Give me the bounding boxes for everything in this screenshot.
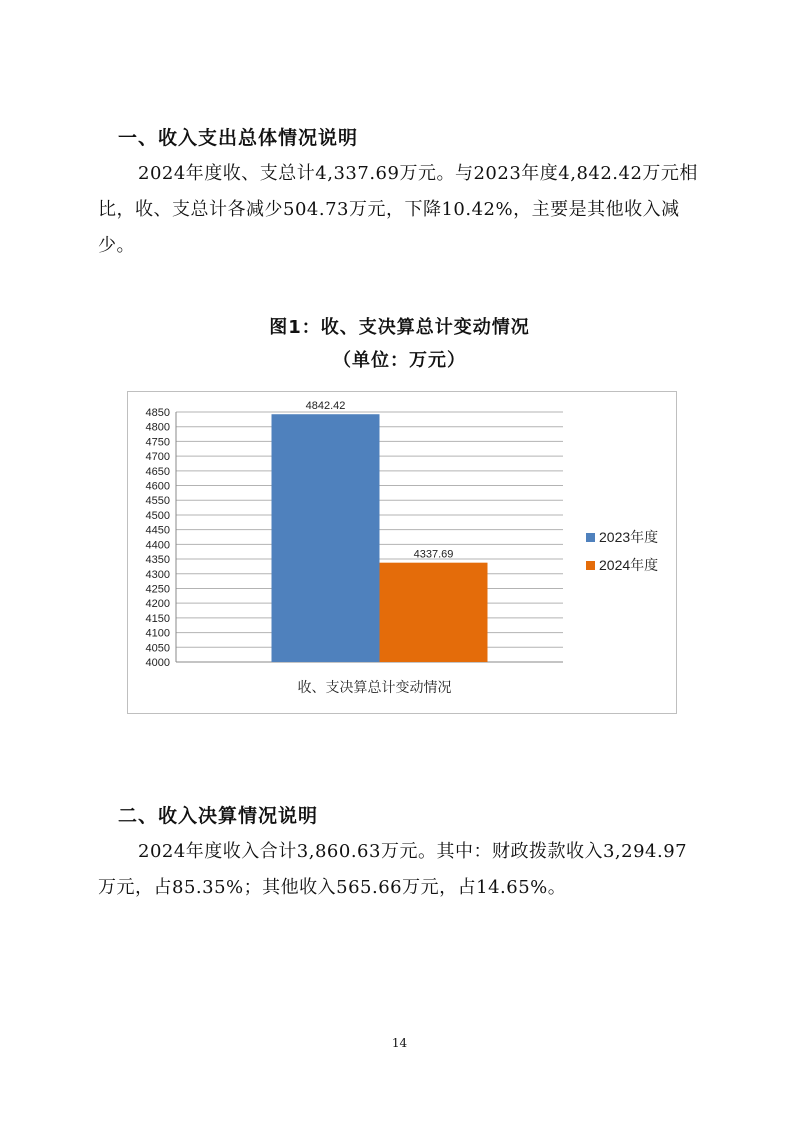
bar-chart [127, 391, 677, 714]
y-tick-label: 4700 [145, 451, 170, 464]
y-tick-label: 4350 [145, 554, 170, 567]
x-category-label: 收、支决算总计变动情况 [297, 679, 452, 695]
legend-swatch [586, 533, 595, 542]
y-tick-label: 4750 [145, 436, 170, 449]
legend-swatch [586, 561, 595, 570]
y-tick-label: 4150 [145, 612, 170, 625]
bar-2023年度 [272, 414, 380, 662]
y-tick-label: 4500 [145, 509, 170, 522]
y-tick-label: 4300 [145, 568, 170, 581]
y-tick-label: 4400 [145, 539, 170, 552]
y-tick-label: 4000 [145, 657, 170, 669]
page-number: 14 [391, 1036, 408, 1050]
y-tick-label: 4800 [145, 421, 170, 434]
figure-unit: （单位：万元） [333, 350, 466, 371]
section1-paragraph: 2024年度收、支总计4,337.69万元。与2023年度4,842.42万元相比，收、支总计各减少504.73万元，下降10.42%，主要是其他收入减少。 [98, 163, 698, 256]
data-label: 4842.42 [305, 400, 346, 413]
data-label: 4337.69 [413, 548, 454, 561]
section2-heading: 二、收入决算情况说明 [118, 805, 319, 827]
y-tick-label: 4850 [145, 407, 170, 419]
bar-chart-svg [128, 392, 676, 713]
y-tick-label: 4450 [145, 524, 170, 537]
bar-2024年度 [380, 563, 488, 662]
section2-paragraph: 2024年度收入合计3,860.63万元。其中：财政拨款收入3,294.97万元，占85.35%；其他收入565.66万元，占14.65%。 [98, 841, 688, 898]
y-tick-label: 4650 [145, 465, 170, 478]
legend-label: 2024年度 [599, 557, 659, 573]
y-tick-label: 4600 [145, 480, 170, 493]
figure-title: 图1：收、支决算总计变动情况 [269, 317, 530, 338]
y-tick-label: 4050 [145, 642, 170, 655]
y-tick-label: 4200 [145, 598, 170, 611]
legend-label: 2023年度 [599, 529, 659, 545]
section1-heading: 一、收入支出总体情况说明 [118, 127, 359, 149]
y-tick-label: 4250 [145, 583, 170, 596]
y-tick-label: 4550 [145, 495, 170, 508]
y-tick-label: 4100 [145, 627, 170, 640]
